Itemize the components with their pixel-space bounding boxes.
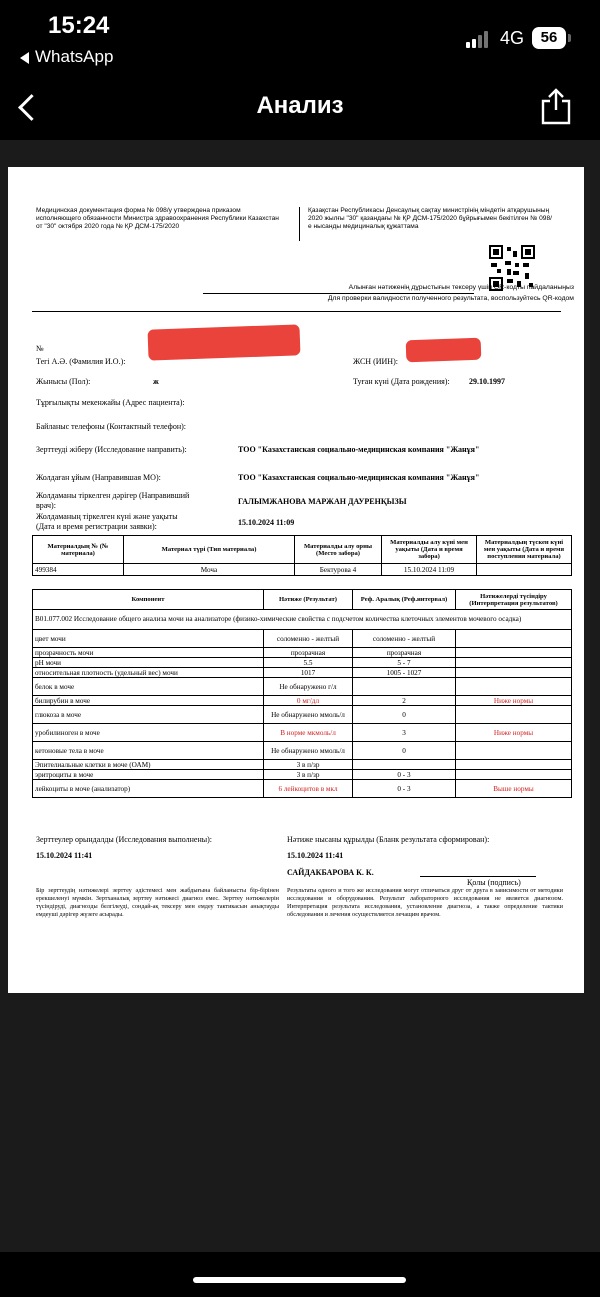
- result-value: Не обнаружено ммоль/л: [264, 742, 353, 760]
- component-name: pH мочи: [33, 658, 264, 668]
- component-name: Эпителиальные клетки в моче (ОАМ): [33, 760, 264, 770]
- record-no-label: №: [36, 344, 44, 353]
- reference-value: [353, 678, 456, 696]
- component-name: лейкоциты в моче (анализатор): [33, 780, 264, 798]
- performed-label: Зерттеулер орындалды (Исследования выполнены):: [36, 835, 212, 844]
- page-title: Анализ: [256, 92, 344, 119]
- doctor-label-2: врач):: [36, 501, 56, 510]
- formed-label: Нәтиже нысаны құрылды (Бланк результата сформирован):: [287, 835, 490, 844]
- result-row: [33, 658, 572, 668]
- doctor-label-1: Жолдаманы тіркелген дәрігер (Направивший: [36, 491, 190, 500]
- interpretation-value: Ниже нормы: [456, 696, 572, 706]
- mo-label: Жолдаған ұйым (Направившая МО):: [36, 473, 161, 482]
- result-value: 6 лейкоцитов в мкл: [264, 780, 353, 798]
- result-value: 1017: [264, 668, 353, 678]
- component-name: белок в моче: [33, 678, 264, 696]
- col-reference: Реф. Аралық (Реф.интервал): [353, 590, 456, 610]
- component-name: эритроциты в моче: [33, 770, 264, 780]
- result-value: 5.5: [264, 658, 353, 668]
- formed-value: 15.10.2024 11:41: [287, 851, 344, 860]
- result-row: [33, 706, 572, 724]
- performed-value: 15.10.2024 11:41: [36, 851, 93, 860]
- status-bar: [0, 0, 600, 80]
- sex-value: ж: [153, 377, 159, 386]
- material-no: 499384: [33, 564, 124, 576]
- header-right: Қазақстан Республикасы Денсаулық сақтау министрінің міндетін атқарушының 2020 жылғы "30" қазандағы № ҚР ДСМ-175/2020 бұйрығымен бекітілген № 098/е нысанды медициналық құжаттама: [308, 207, 552, 230]
- collection-place: Бектурова 4: [295, 564, 382, 576]
- result-row: [33, 648, 572, 658]
- signer-name: САЙДАКБАРОВА К. К.: [287, 868, 374, 877]
- component-name: кетоновые тела в моче: [33, 742, 264, 760]
- interpretation-value: [456, 706, 572, 724]
- regdate-label-2: (Дата и время регистрации заявки):: [36, 522, 157, 531]
- result-value: В норме мкмоль/л: [264, 724, 353, 742]
- lab-result-document: [8, 167, 584, 993]
- footer-ru: Результаты одного и того же исследования могут отличаться друг от друга в зависимости от методики исследования и оборудования. Результат лабораторного исследования не является диагнозом. Интерпретация результата исследования, установление диагноза, а также определение тактики обследования и лечения осуществляется лечащим врачом.: [287, 887, 563, 918]
- col-collection-place: Материалды алу орны (Место забора): [295, 536, 382, 564]
- component-name: цвет мочи: [33, 630, 264, 648]
- reference-value: 0: [353, 706, 456, 724]
- qr-note-kz: Алынған нәтиженің дұрыстығын тексеру үшін QR-кодты пайдаланыңыз: [348, 284, 574, 291]
- nav-bar: [0, 80, 600, 138]
- back-triangle-icon: [20, 52, 29, 64]
- col-result: Нәтиже (Результат): [264, 590, 353, 610]
- component-name: уробилиноген в моче: [33, 724, 264, 742]
- status-time: 15:24: [48, 12, 110, 39]
- battery-icon: 56: [532, 27, 566, 49]
- dob-label: Туған күні (Дата рождения):: [353, 377, 450, 386]
- col-material-type: Материал түрі (Тип материала): [124, 536, 295, 564]
- result-row: [33, 770, 572, 780]
- battery-tip-icon: [568, 34, 571, 42]
- interpretation-value: Ниже нормы: [456, 724, 572, 742]
- result-row: [33, 760, 572, 770]
- result-row: [33, 696, 572, 706]
- cellular-signal-icon: [466, 30, 494, 48]
- component-name: глюкоза в моче: [33, 706, 264, 724]
- sample-table: [32, 535, 572, 576]
- result-value: Не обнаружено ммоль/л: [264, 706, 353, 724]
- collection-date: 15.10.2024 11:09: [382, 564, 477, 576]
- regdate-value: 15.10.2024 11:09: [238, 518, 295, 527]
- dob-value: 29.10.1997: [469, 377, 505, 386]
- interpretation-value: [456, 648, 572, 658]
- component-name: относительная плотность (удельный вес) мочи: [33, 668, 264, 678]
- reference-value: 1005 - 1027: [353, 668, 456, 678]
- result-value: 0 мг/дл: [264, 696, 353, 706]
- reference-value: соломенно - желтый: [353, 630, 456, 648]
- section-title: B01.077.002 Исследование общего анализа мочи на анализаторе (физико-химические свойства с подсчетом количества клеточных элементов мочевого осадка): [33, 610, 572, 630]
- header-left: Медицинская документация форма № 098/у утверждена приказом исполняющего обязанности Министра здравоохранения Республики Казахстан от "30" октября 2020 года № ҚР ДСМ-175/2020: [36, 207, 279, 230]
- patient-name-label: Тегі А.Ә. (Фамилия И.О.):: [36, 357, 126, 366]
- interpretation-value: Выше нормы: [456, 780, 572, 798]
- footer-kz: Бір зерттеудің нәтижелері зерттеу әдістемесі мен жабдығына байланысты бір-бірінен ерекшеленуі мүмкін. Зертханалық зерттеу нәтижесі диагноз емес. Зерттеу нәтижелерін түсіндіруді, диагнозды белгілеуді, сондай-ақ тексеру мен емдеу тактикасын анықтауды емдеуші дәрігер жүзеге асырады.: [36, 887, 279, 918]
- signature-label: Қолы (подпись): [467, 878, 521, 887]
- col-interpretation: Нәтижелерді түсіндіру (Интерпретация результатов): [456, 590, 572, 610]
- regdate-label-1: Жолдаманың тіркелген күні және уақыты: [36, 512, 178, 521]
- sex-label: Жынысы (Пол):: [36, 377, 91, 386]
- referral-value: ТОО "Казахстанская социально-медицинская компания "Жанұя": [238, 445, 480, 454]
- reference-value: 0 - 3: [353, 770, 456, 780]
- reference-value: [353, 760, 456, 770]
- referral-label: Зерттеуді жіберу (Исследование направить):: [36, 445, 187, 454]
- interpretation-value: [456, 678, 572, 696]
- result-value: Не обнаружено г/л: [264, 678, 353, 696]
- interpretation-value: [456, 668, 572, 678]
- result-row: [33, 668, 572, 678]
- results-table: [32, 589, 572, 798]
- interpretation-value: [456, 742, 572, 760]
- received-date: [477, 564, 572, 576]
- result-row: [33, 678, 572, 696]
- interpretation-value: [456, 630, 572, 648]
- col-collection-date: Материалды алу күні мен уақыты (Дата и время забора): [382, 536, 477, 564]
- reference-value: 3: [353, 724, 456, 742]
- interpretation-value: [456, 760, 572, 770]
- component-name: прозрачность мочи: [33, 648, 264, 658]
- redaction-iin: [406, 338, 482, 363]
- interpretation-value: [456, 770, 572, 780]
- doctor-value: ГАЛЫМЖАНОВА МАРЖАН ДАУРЕНҚЫЗЫ: [238, 497, 407, 506]
- reference-value: 5 - 7: [353, 658, 456, 668]
- back-to-app-link[interactable]: [20, 47, 113, 67]
- interpretation-value: [456, 658, 572, 668]
- network-type: 4G: [500, 28, 525, 48]
- result-value: прозрачная: [264, 648, 353, 658]
- home-indicator[interactable]: [193, 1277, 406, 1283]
- result-row: [33, 630, 572, 648]
- result-value: 3 в п/зр: [264, 770, 353, 780]
- result-value: 3 в п/зр: [264, 760, 353, 770]
- result-value: соломенно - желтый: [264, 630, 353, 648]
- reference-value: 0: [353, 742, 456, 760]
- col-received-date: Материалдың түскен күні мен уақыты (Дата и время поступления материала): [477, 536, 572, 564]
- col-material-no: Материалдың № (№ материала): [33, 536, 124, 564]
- address-label: Тұрғылықты мекенжайы (Адрес пациента):: [36, 398, 185, 407]
- redaction-name: [148, 324, 301, 360]
- reference-value: прозрачная: [353, 648, 456, 658]
- component-name: билирубин в моче: [33, 696, 264, 706]
- material-type: Моча: [124, 564, 295, 576]
- back-app-label: WhatsApp: [35, 47, 114, 66]
- reference-value: 2: [353, 696, 456, 706]
- share-icon[interactable]: [538, 86, 574, 126]
- result-row: [33, 724, 572, 742]
- col-component: Компонент: [33, 590, 264, 610]
- iin-label: ЖСН (ИИН):: [353, 357, 398, 366]
- result-row: [33, 780, 572, 798]
- result-row: [33, 742, 572, 760]
- qr-note-ru: Для проверки валидности полученного результата, воспользуйтесь QR-кодом: [327, 295, 574, 302]
- mo-value: ТОО "Казахстанская социально-медицинская компания "Жанұя": [238, 473, 480, 482]
- phone-label: Байланыс телефоны (Контактный телефон):: [36, 422, 186, 431]
- reference-value: 0 - 3: [353, 780, 456, 798]
